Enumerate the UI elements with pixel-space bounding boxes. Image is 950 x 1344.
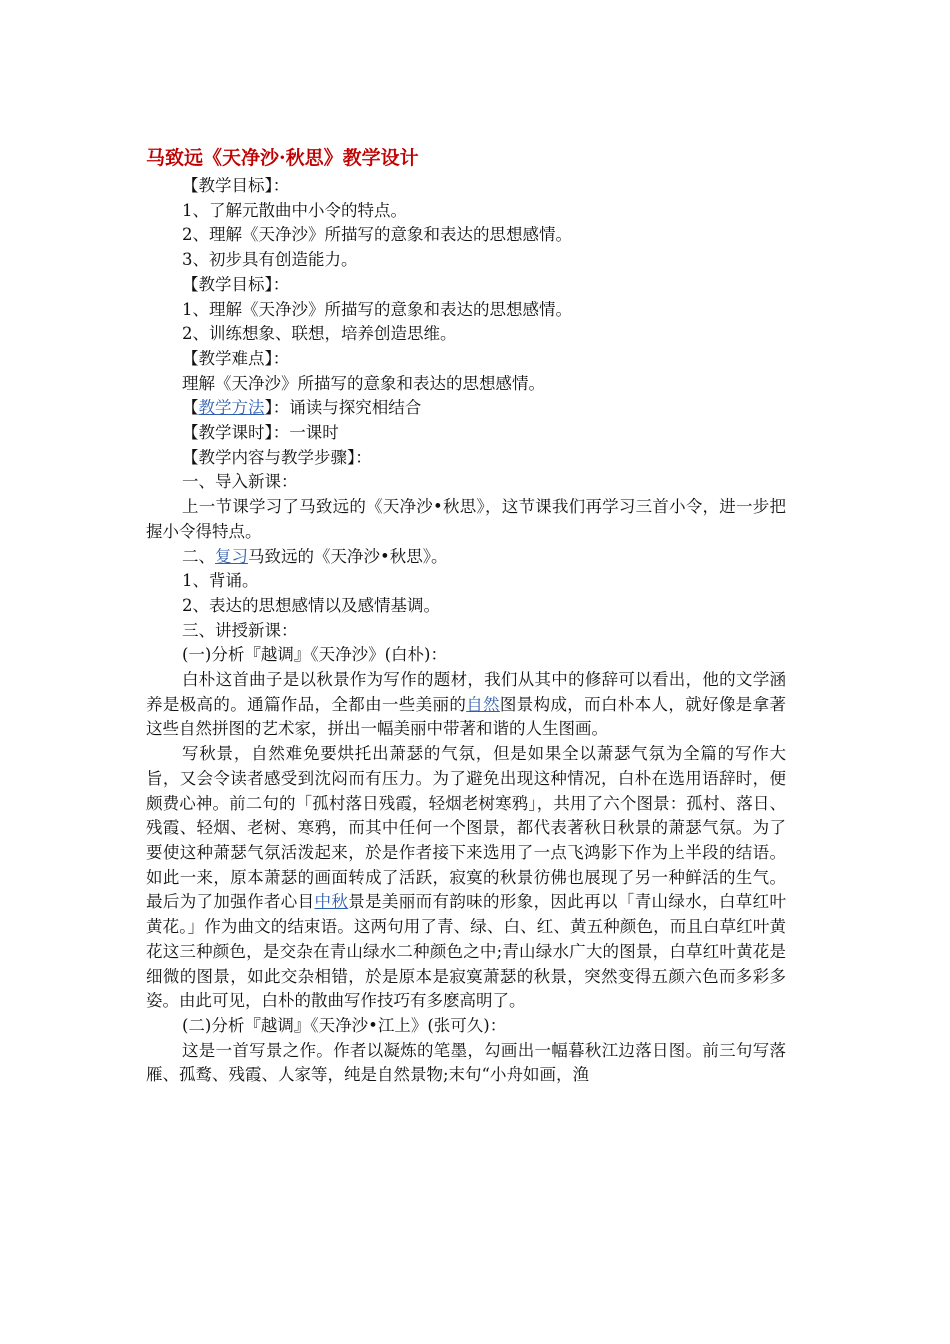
sub1-heading: (一)分析『越调』《天净沙》(白朴)： (182, 645, 447, 665)
nature-link[interactable]: 自然 (466, 694, 500, 714)
objectives-heading: 【教学目标】： (182, 176, 290, 195)
document-title: 马致远《天净沙·秋思》教学设计 (146, 147, 419, 169)
step2-prefix: 二、 (182, 546, 215, 566)
sub2-heading: (二)分析『越调』《天净沙•江上》(张可久)： (182, 1015, 507, 1035)
sub1-paragraph-2 (146, 742, 786, 1014)
text-run: 景是美丽而有韵味的形象，因此再以「青山绿水，白草红叶黄花。」作为曲文的结束语。这两句用了青、绿、白、红、黄五种颜色，而且白草红叶黄花这三种颜色，是交杂在青山绿水二种颜色之中;青山绿水广大的图景，白草红叶黄花是细微的图景，如此交杂相错，於是原本是寂寞萧瑟的秋景，突然变得五颜六色而多彩多姿。由此可见，白朴的散曲写作技巧有多麽高明了。 (146, 892, 787, 1011)
text-run: 白朴这首曲子是以秋景作为写作的题材，我们从其中的修辞可以看出，他的文学涵养是极高的。通篇作品，全都由一些美丽的 (146, 670, 786, 714)
objective2-item: 2、训练想象、联想，培养创造思维。 (182, 324, 457, 344)
document-body (146, 174, 786, 1088)
method-line (146, 396, 786, 421)
method-prefix: 【 (182, 398, 199, 418)
steps-heading: 【教学内容与教学步骤】： (182, 447, 372, 467)
step1-paragraph: 上一节课学习了马致远的《天净沙•秋思》，这节课我们再学习三首小令，进一步把握小令得特点。 (146, 497, 786, 541)
review-link[interactable]: 复习 (215, 546, 248, 566)
step2-item: 1、背诵。 (182, 571, 259, 591)
difficulty-text: 理解《天净沙》所描写的意象和表达的思想感情。 (182, 373, 545, 393)
step1-heading: 一、导入新课： (182, 472, 298, 492)
method-link[interactable]: 教学方法 (198, 398, 265, 418)
step3-heading: 三、讲授新课： (182, 620, 298, 640)
objective-item: 3、初步具有创造能力。 (182, 250, 358, 270)
objective2-item: 1、理解《天净沙》所描写的意象和表达的思想感情。 (182, 299, 572, 319)
difficulty-heading: 【教学难点】： (182, 348, 290, 368)
hours-line: 【教学课时】：一课时 (182, 423, 339, 443)
text-run: 图景构成，而白朴本人，就好像是拿著这些自然拼图的艺术家，拼出一幅美丽中带著和谐的人生图画。 (146, 694, 787, 739)
sub2-paragraph-1: 这是一首写景之作。作者以凝炼的笔墨，勾画出一幅暮秋江边落日图。前三句写落雁、孤鹜、残霞、人家等，纯是自然景物;末句“小舟如画，渔 (146, 1040, 786, 1085)
sub1-paragraph-1 (146, 668, 786, 742)
objective-item: 1、了解元散曲中小令的特点。 (182, 200, 407, 220)
step2-suffix: 马致远的《天净沙•秋思》。 (248, 546, 448, 566)
objective-item: 2、理解《天净沙》所描写的意象和表达的思想感情。 (182, 225, 572, 245)
mid-autumn-link[interactable]: 中秋 (314, 892, 349, 912)
method-suffix: 】：诵读与探究相结合 (264, 398, 422, 418)
objectives2-heading: 【教学目标】： (182, 274, 290, 294)
text-run: 写秋景，自然难免要烘托出萧瑟的气氛，但是如果全以萧瑟气氛为全篇的写作大旨，又会令读者感受到沈闷而有压力。为了避免出现这种情况，白朴在选用语辞时，便颇费心神。前二句的「孤村落日残霞，轻烟老树寒鸦」，共用了六个图景：孤村、落日、残霞、轻烟、老树、寒鸦，而其中任何一个图景，都代表著秋日秋景的萧瑟气氛。为了要使这种萧瑟气氛活泼起来，於是作者接下来选用了一点飞鸿影下作为上半段的结语。如此一来，原本萧瑟的画面转成了活跃，寂寞的秋景彷佛也展现了另一种鲜活的生气。最后为了加强作者心目 (146, 744, 786, 912)
step2-item: 2、表达的思想感情以及感情基调。 (182, 595, 440, 615)
step2-line (146, 545, 786, 570)
